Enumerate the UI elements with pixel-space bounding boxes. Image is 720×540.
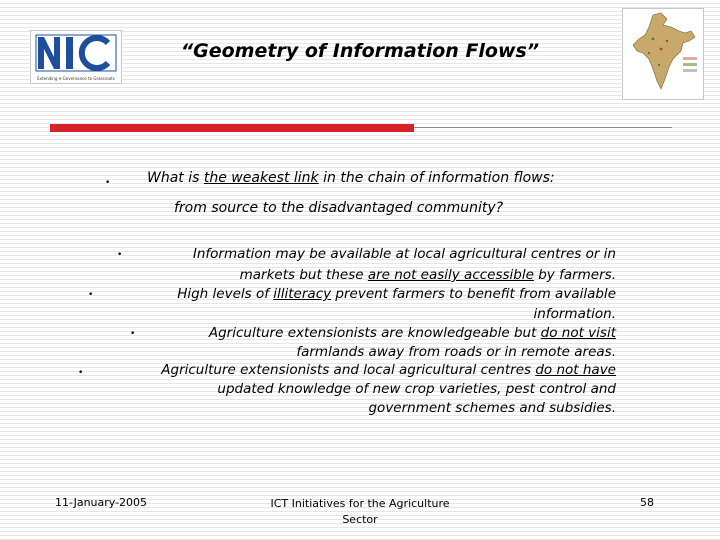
point-4-line-1	[161, 362, 616, 378]
point-3-line-2: farmlands away from roads or in remote areas.	[296, 344, 616, 360]
point-text: Agriculture extensionists are knowledgeable but	[208, 325, 541, 341]
point-2-line-2: information.	[533, 306, 616, 322]
page-number: 58	[640, 496, 654, 509]
question-text: What is	[147, 170, 204, 186]
point-2-line-1	[177, 286, 616, 302]
point-emphasis: do not visit	[540, 325, 616, 341]
point-text: markets but these	[239, 267, 368, 283]
bullet: •	[117, 250, 123, 260]
point-text: High levels of	[177, 286, 274, 302]
bullet: •	[88, 290, 94, 300]
point-emphasis: illiteracy	[273, 286, 332, 302]
question-line-2: from source to the disadvantaged community?	[174, 200, 504, 216]
point-4-line-3: government schemes and subsidies.	[368, 400, 616, 416]
point-4-line-2: updated knowledge of new crop varieties, pest control and	[217, 381, 616, 397]
question-text: in the chain of information flows:	[318, 170, 555, 186]
point-emphasis: are not easily accessible	[367, 267, 534, 283]
point-text: prevent farmers to benefit from available	[331, 286, 616, 302]
footer-title	[240, 496, 480, 528]
point-text: Agriculture extensionists and local agricultural centres	[161, 362, 536, 378]
point-text: by farmers.	[533, 267, 616, 283]
point-1-line-1: Information may be available at local agricultural centres or in	[192, 246, 616, 262]
slide-title: “Geometry of Information Flows”	[180, 40, 540, 62]
bullet: •	[105, 178, 111, 188]
footer-title-line-1: ICT Initiatives for the Agriculture	[270, 497, 450, 510]
question-line-1	[147, 170, 555, 186]
point-emphasis: do not have	[535, 362, 616, 378]
point-3-line-1	[209, 325, 616, 341]
question-emphasis: the weakest link	[203, 170, 319, 186]
bullet: •	[130, 329, 136, 339]
bullet: •	[78, 368, 84, 378]
footer-title-line-2: Sector	[342, 513, 378, 526]
logo-tagline: Extending e-Governance to Grassroots	[37, 76, 115, 81]
footer-date: 11-January-2005	[55, 496, 148, 509]
point-1-line-2	[240, 267, 616, 283]
